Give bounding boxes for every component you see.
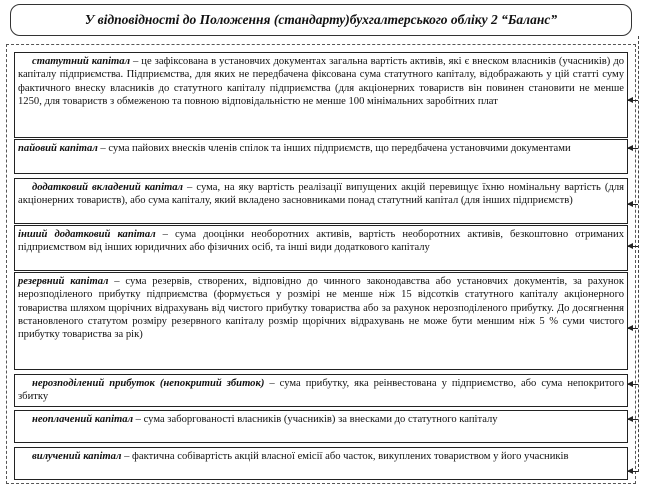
item-term: неоплачений капітал	[32, 414, 134, 425]
arrow-statutory-capital	[628, 100, 638, 101]
item-term: вилучений капітал	[32, 451, 122, 462]
item-term: статутний капітал	[32, 56, 131, 67]
item-term: пайовий капітал	[18, 143, 98, 154]
arrow-retained-earnings	[628, 384, 638, 385]
item-text: – сума дооцінки необоротних активів, вартість необоротних активів, безкоштовно отриманих підприємством від інших юридичних або фізичних осіб, та інші види додаткового капіталу	[18, 229, 624, 254]
item-withdrawn-capital	[14, 447, 628, 480]
item-text: – сума пайових внесків членів спілок та інших підприємств, що передбачена установчими документами	[97, 143, 571, 154]
item-text: – сума, на яку вартість реалізації випущених акцій перевищує їхню номінальну вартість (для акціонерних товариств), або сума капіталу, який вкладено засновниками понад статутний капітал (для інших підприємств)	[18, 182, 624, 207]
arrow-share-capital	[628, 148, 638, 149]
item-other-additional-capital	[14, 225, 628, 271]
item-additional-paid-capital	[14, 178, 628, 224]
title-box	[10, 4, 632, 36]
item-term: інший додатковий капітал	[18, 229, 156, 240]
item-text: – це зафіксована в установчих документах загальна вартість активів, які є внеском власників (учасників) до капіталу підприємства. Підприємства, для яких не передбачена фіксована сума статутного капіталу, відображають у цій статті суму фактичного внеску власників до статутного капіталу підприємства (для акціонерних товариств він повинен становити не менше 1250, для товариств з обмеженою та повною відповідальністю не менше 100 мінімальних заробітних плат	[18, 56, 625, 107]
arrow-unpaid-capital	[628, 419, 638, 420]
item-term: додатковий вкладений капітал	[32, 182, 183, 193]
arrow-reserve-capital	[628, 328, 638, 329]
item-text: – сума прибутку, яка реінвестована у підприємство, або сума непокритого збитку	[18, 378, 624, 403]
arrow-additional-paid-capital	[628, 204, 638, 205]
arrow-withdrawn-capital	[628, 471, 638, 472]
diagram-title: У відповідності до Положення (стандарту)бухгалтерського обліку 2 “Баланс”	[84, 12, 558, 27]
item-term: нерозподілений прибуток (непокритий збиток)	[32, 378, 265, 389]
item-statutory-capital	[14, 52, 628, 138]
item-text: – сума заборгованості власників (учасників) за внесками до статутного капіталу	[133, 414, 498, 425]
item-reserve-capital	[14, 272, 628, 370]
item-retained-earnings	[14, 374, 628, 407]
item-text: – сума резервів, створених, відповідно до чинного законодавства або установчих документів, за рахунок нерозподіленого прибутку підприємства (формується у розмірі не менше ніж 15 відсотків статутного капіталу акціонерного товариства шляхом щорічних відрахувань від чистого прибутку товариства або за рахунок нерозподіленого прибутку. До досягнення встановленого статутом розміру резервного капіталу розмір щорічних відрахувань не може бути меншим ніж 5 % суми чистого прибутку товариства за рік)	[18, 276, 625, 341]
item-term: резервний капітал	[18, 276, 109, 287]
item-unpaid-capital	[14, 410, 628, 443]
item-text: – фактична собівартість акцій власної емісії або часток, викуплених товариством у його учасників	[121, 451, 569, 462]
arrow-other-additional-capital	[628, 246, 638, 247]
connector-trunk	[638, 36, 639, 472]
item-share-capital	[14, 139, 628, 174]
